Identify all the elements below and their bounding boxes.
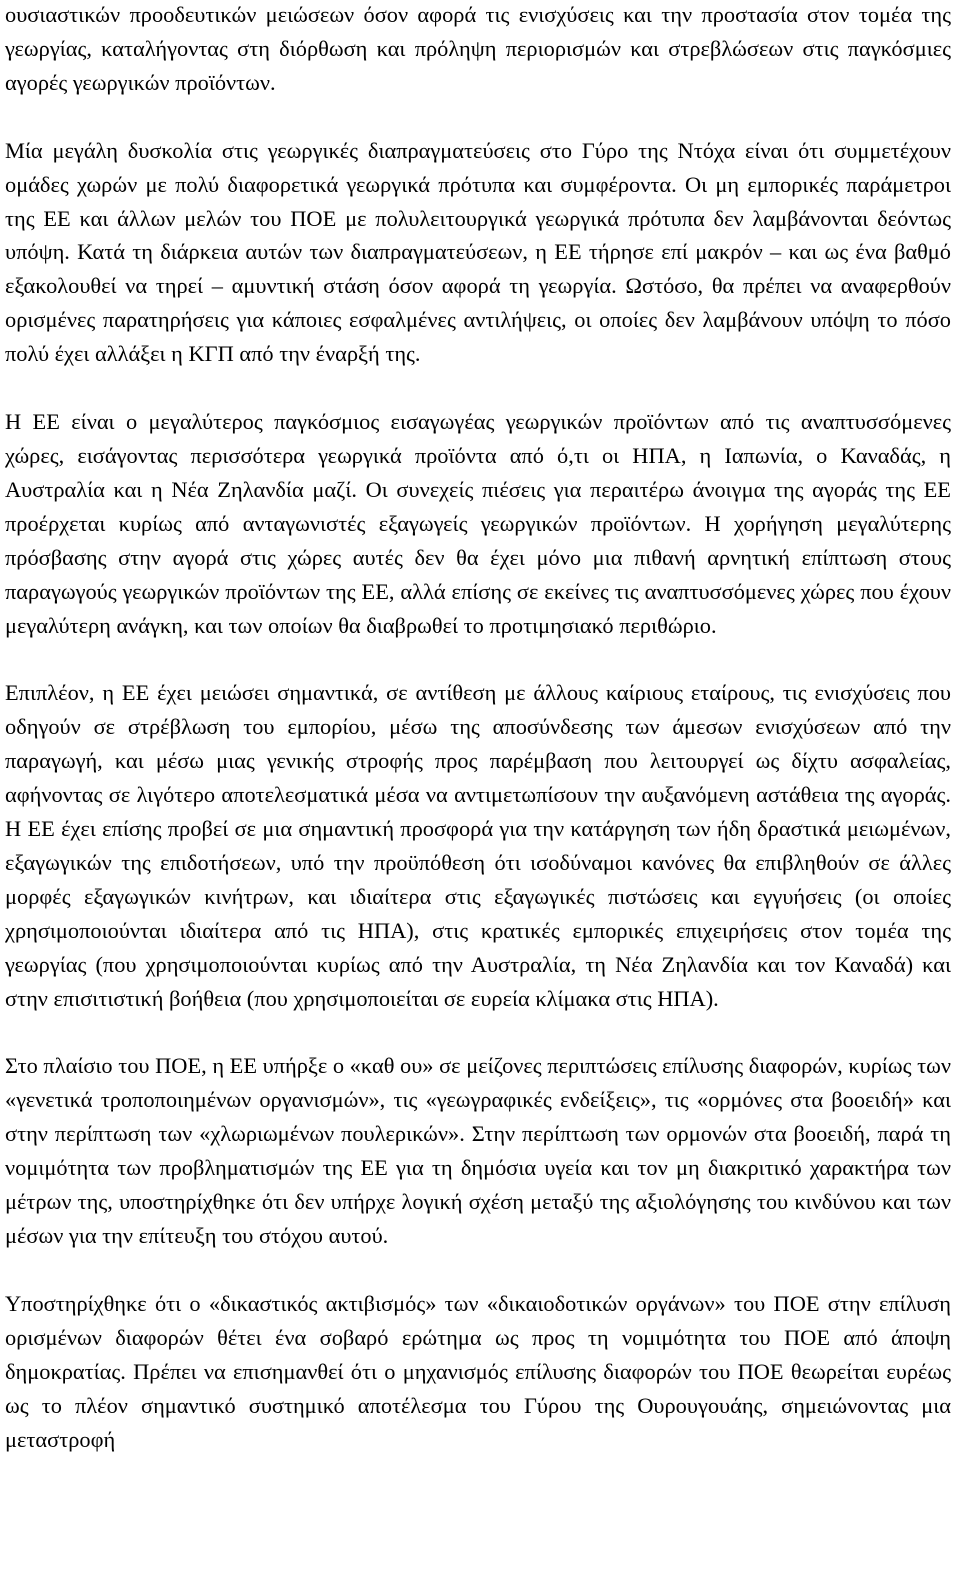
document-page [5,0,951,1456]
paragraph-eu-largest-importer: Η ΕΕ είναι ο μεγαλύτερος παγκόσμιος εισαγωγέας γεωργικών προϊόντων από τις αναπτυσσόμενες χώρες, εισάγοντας περισσότερα γεωργικά προϊόντα από ό,τι οι ΗΠΑ, η Ιαπωνία, ο Καναδάς, η Αυστραλία και η Νέα Ζηλανδία μαζί. Οι συνεχείς πιέσεις για περαιτέρω άνοιγμα της αγοράς της ΕΕ προέρχεται κυρίως από ανταγωνιστές εξαγωγείς γεωργικών προϊόντων. Η χορήγηση μεγαλύτερης πρόσβασης στην αγορά στις χώρες αυτές δεν θα έχει μόνο μια πιθανή αρνητική επίπτωση στους παραγωγούς γεωργικών προϊόντων της ΕΕ, αλλά επίσης σε εκείνες τις αναπτυσσόμενες χώρες που έχουν μεγαλύτερη ανάγκη, και των οποίων θα διαβρωθεί το προτιμησιακό περιθώριο. [5,409,951,638]
paragraph-wto-disputes: Στο πλαίσιο του ΠΟΕ, η ΕΕ υπήρξε ο «καθ ου» σε μείζονες περιπτώσεις επίλυσης διαφορών, κυρίως των «γενετικά τροποποιημένων οργανισμών», τις «γεωγραφικές ενδείξεις», τις «ορμόνες στα βοοειδή» και στην περίπτωση των «χλωριωμένων πουλερικών». Στην περίπτωση των ορμονών στα βοοειδή, παρά τη νομιμότητα των προβληματισμών της ΕΕ για τη δημόσια υγεία και τον μη διακριτικό χαρακτήρα των μέτρων της, υποστηρίχθηκε ότι δεν υπήρχε λογική σχέση μεταξύ της αξιολόγησης του κινδύνου και των μέσων για την επίτευξη του στόχου αυτού. [5,1053,951,1248]
paragraph-doha-round-difficulty: Μία μεγάλη δυσκολία στις γεωργικές διαπραγματεύσεις στο Γύρο της Ντόχα είναι ότι συμμετέχουν ομάδες χωρών με πολύ διαφορετικά γεωργικά πρότυπα και συμφέροντα. Οι μη εμπορικές παράμετροι της ΕΕ και άλλων μελών του ΠΟΕ με πολυλειτουργικά γεωργικά πρότυπα δεν λαμβάνονται δεόντως υπόψη. Κατά τη διάρκεια αυτών των διαπραγματεύσεων, η ΕΕ τήρησε επί μακρόν – και ως ένα βαθμό εξακολουθεί να τηρεί – αμυντική στάση όσον αφορά τη γεωργία. Ωστόσο, θα πρέπει να αναφερθούν ορισμένες παρατηρήσεις για κάποιες εσφαλμένες αντιλήψεις, οι οποίες δεν λαμβάνουν υπόψη το πόσο πολύ έχει αλλάξει η ΚΓΠ από την έναρξή της. [5,137,951,367]
paragraph-agricultural-reductions: ουσιαστικών προοδευτικών μειώσεων όσον αφορά τις ενισχύσεις και την προστασία στον τομέα της γεωργίας, καταλήγοντας στη διόρθωση και πρόληψη περιορισμών και στρεβλώσεων στις παγκόσμιες αγορές γεωργικών προϊόντων. [5,2,951,95]
paragraph-judicial-activism: Υποστηρίχθηκε ότι ο «δικαστικός ακτιβισμός» των «δικαιοδοτικών οργάνων» του ΠΟΕ στην επίλυση ορισμένων διαφορών θέτει ένα σοβαρό ερώτημα ως προς τη νομιμότητα του ΠΟΕ από άποψη δημοκρατίας. Πρέπει να επισημανθεί ότι ο μηχανισμός επίλυσης διαφορών του ΠΟΕ θεωρείται ευρέως ως το πλέον σημαντικό συστημικό αποτέλεσμα του Γύρου της Ουρουγουάης, σημειώνοντας μια μεταστροφή [5,1290,951,1452]
paragraph-eu-reduced-subsidies: Επιπλέον, η ΕΕ έχει μειώσει σημαντικά, σε αντίθεση με άλλους καίριους εταίρους, τις ενισχύσεις που οδηγούν σε στρέβλωση του εμπορίου, μέσω της αποσύνδεσης των άμεσων ενισχύσεων από την παραγωγή, και μέσω μιας γενικής στροφής προς παρέμβαση που λειτουργεί ως δίχτυ ασφαλείας, αφήνοντας σε λιγότερο αποτελεσματικά μέσα να αντιμετωπίσουν την αυξανόμενη αστάθεια της αγοράς. Η ΕΕ έχει επίσης προβεί σε μια σημαντική προσφορά για την κατάργηση των ήδη δραστικά μειωμένων, εξαγωγικών της επιδοτήσεων, υπό την προϋπόθεση ότι ισοδύναμοι κανόνες θα επιβληθούν σε άλλες μορφές εξαγωγικών κινήτρων, και ιδιαίτερα στις εξαγωγικές πιστώσεις και εγγυήσεις (οι οποίες χρησιμοποιούνται ιδιαίτερα από τις ΗΠΑ), στις κρατικές εμπορικές επιχειρήσεις στον τομέα της γεωργίας (που χρησιμοποιούνται κυρίως από την Αυστραλία, τη Νέα Ζηλανδία και τον Καναδά) και στην επισιτιστική βοήθεια (που χρησιμοποιείται σε ευρεία κλίμακα στις ΗΠΑ). [5,680,951,1011]
